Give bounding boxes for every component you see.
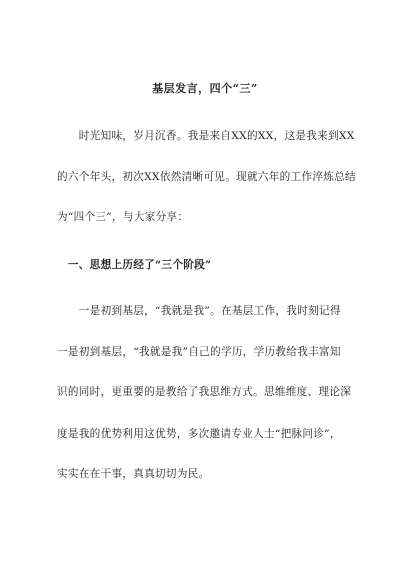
body-line-5: 实实在在干事，真真切切为民。	[57, 468, 210, 480]
body-line-1: 一是初到基层，“我就是我”。在基层工作，我时刻记得	[57, 305, 341, 317]
intro-line-3: 为“四个三”，与大家分享：	[57, 211, 189, 223]
document-title: 基层发言，四个“三”	[152, 82, 258, 95]
body-line-4: 度是我的优势利用这优势，多次邀请专业人士“把脉问诊”，	[57, 428, 341, 440]
intro-line-1: 时光知味，岁月沉香。我是来自XX的XX，这是我来到XX	[57, 130, 355, 142]
section-heading: 一、思想上历经了“三个阶段”	[57, 259, 212, 271]
body-line-2: 一是初到基层，“我就是我”自己的学历，学历教给我丰富知	[57, 346, 341, 358]
intro-line-2: 的六个年头，初次XX依然清晰可见。现就六年的工作淬炼总结	[57, 171, 356, 183]
body-line-3: 识的同时，更重要的是教给了我思维方式。思维维度、理论深	[57, 386, 352, 398]
